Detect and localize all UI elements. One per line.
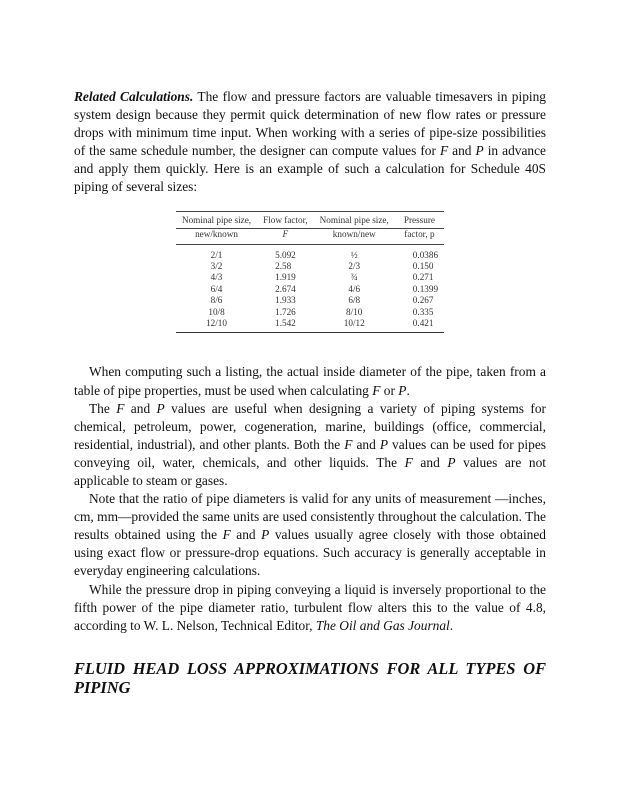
- table-header-subrow: [176, 228, 444, 244]
- header-nominal-new-known-sub: new/known: [176, 228, 257, 244]
- cell-pressure-factor: 0.1399: [412, 283, 439, 294]
- text-span: and: [124, 400, 157, 416]
- section-heading: FLUID HEAD LOSS APPROXIMATIONS FOR ALL TYPES OF PIPING: [74, 658, 546, 697]
- header-nominal-new-known: Nominal pipe size,: [181, 214, 252, 225]
- table-row: [176, 307, 444, 318]
- paragraph-actual-diameter: [74, 363, 546, 399]
- cell-pressure-factor: 0.335: [412, 306, 434, 317]
- variable-f: F: [404, 454, 413, 470]
- header-pressure-factor: Pressure: [403, 214, 435, 225]
- cell-new-known: 10/8: [208, 306, 225, 317]
- cell-new-known: 4/3: [210, 272, 223, 283]
- table-row: [176, 318, 444, 333]
- page-content: [74, 88, 546, 697]
- cell-pressure-factor: 0.421: [395, 318, 444, 333]
- cell-known-new: 2/3: [348, 260, 361, 271]
- text-span: and: [412, 454, 448, 470]
- cell-flow-factor: 2.674: [275, 283, 296, 294]
- cell-pressure-factor: 0.0386: [412, 249, 439, 260]
- table-row: [176, 272, 444, 283]
- table-row: [176, 284, 444, 295]
- variable-p: P: [447, 454, 456, 470]
- cell-flow-factor: 1.933: [275, 295, 296, 306]
- cell-pressure-factor: 0.150: [412, 260, 434, 271]
- journal-title: The Oil and Gas Journal: [315, 617, 450, 633]
- variable-p: P: [156, 400, 165, 416]
- variable-p: P: [475, 143, 484, 159]
- text-span: .: [449, 617, 454, 633]
- header-flow-factor-sub: F: [257, 228, 314, 244]
- text-span: and: [230, 527, 262, 543]
- table-row: [176, 261, 444, 272]
- paragraph-fp-uses: [74, 400, 546, 490]
- cell-known-new: ½: [350, 249, 358, 260]
- cell-known-new: 10/12: [314, 318, 395, 333]
- variable-f: F: [344, 436, 353, 452]
- cell-known-new: 8/10: [346, 306, 363, 317]
- cell-known-new: 4/6: [348, 283, 361, 294]
- cell-pressure-factor: 0.267: [412, 295, 434, 306]
- header-flow-factor: Flow factor,: [263, 214, 308, 225]
- cell-flow-factor: 1.726: [275, 306, 296, 317]
- text-span: The flow and pressure factors are valuable timesavers in piping system design because they permit quick determination of new flow rates or pressure drops with minimum time input. When working with a series of pipe-size possibilities of the same schedule number, the designer can compute values for: [74, 89, 546, 159]
- table-spacer: [74, 333, 546, 363]
- text-span: or: [380, 382, 399, 398]
- cell-new-known: 6/4: [210, 283, 223, 294]
- text-span: values are not applicable to steam or gases.: [74, 454, 546, 488]
- text-span: and: [352, 436, 380, 452]
- text-span: .: [406, 382, 410, 398]
- text-span: When computing such a listing, the actual inside diameter of the pipe, taken from a table of pipe properties, must be used when calculating: [74, 364, 546, 398]
- cell-flow-factor: 2.58: [275, 260, 292, 271]
- cell-flow-factor: 5.092: [275, 249, 296, 260]
- paragraph-units-note: [74, 490, 546, 580]
- header-pressure-factor-sub: factor, p: [395, 228, 444, 244]
- cell-new-known: 12/10: [176, 318, 257, 333]
- variable-f: F: [116, 400, 125, 416]
- variable-f: F: [222, 527, 231, 543]
- cell-known-new: 6/8: [348, 295, 361, 306]
- intro-paragraph: [74, 88, 546, 197]
- variable-f: F: [372, 382, 381, 398]
- cell-new-known: 8/6: [210, 295, 223, 306]
- cell-flow-factor: 1.542: [257, 318, 314, 333]
- variable-p: P: [379, 436, 389, 452]
- text-span: Note that the ratio of pipe diameters is valid for any units of measurement —inches, cm, mm—provided the same units are used consistently throughout the calculation. The results obtained using the: [74, 491, 546, 543]
- cell-new-known: 2/1: [210, 249, 223, 260]
- text-span: values can be used for pipes conveying oil, water, chemicals, and other liquids. The: [74, 436, 546, 470]
- cell-flow-factor: 1.919: [275, 272, 296, 283]
- cell-new-known: 3/2: [210, 260, 223, 271]
- variable-p: P: [398, 382, 407, 398]
- table-header-row: [176, 211, 444, 228]
- header-nominal-known-new-sub: known/new: [314, 228, 395, 244]
- table-row: [176, 295, 444, 306]
- cell-pressure-factor: 0.271: [412, 272, 434, 283]
- table-row: [176, 244, 444, 261]
- text-span: values usually agree closely with those obtained using exact flow or pressure-drop equations. Such accuracy is generally acceptable in everyday engineering calculations.: [74, 527, 546, 579]
- header-nominal-known-new: Nominal pipe size,: [319, 214, 389, 225]
- variable-p: P: [261, 527, 270, 543]
- text-span: While the pressure drop in piping conveying a liquid is inversely proportional to the fifth power of the pipe diameter ratio, turbulent flow alters this to the value of 4.8, according to W. L. Nelson, Technical Editor,: [74, 581, 546, 633]
- text-span: The: [89, 400, 117, 416]
- text-span: values are useful when designing a variety of piping systems for chemical, petroleum, power, cogeneration, marine, buildings (office, commercial, residential, industrial), and other plants. Both the: [74, 400, 546, 452]
- text-span: and: [448, 143, 476, 159]
- text-span: in advance and apply them quickly. Here is an example of such a calculation for Schedule 40S piping of several sizes:: [74, 143, 546, 195]
- run-in-heading: Related Calculations.: [74, 89, 194, 104]
- paragraph-turbulent-flow: [74, 581, 546, 635]
- variable-f: F: [439, 143, 449, 159]
- cell-known-new: ¾: [350, 272, 358, 283]
- flow-pressure-factor-table: [176, 211, 444, 334]
